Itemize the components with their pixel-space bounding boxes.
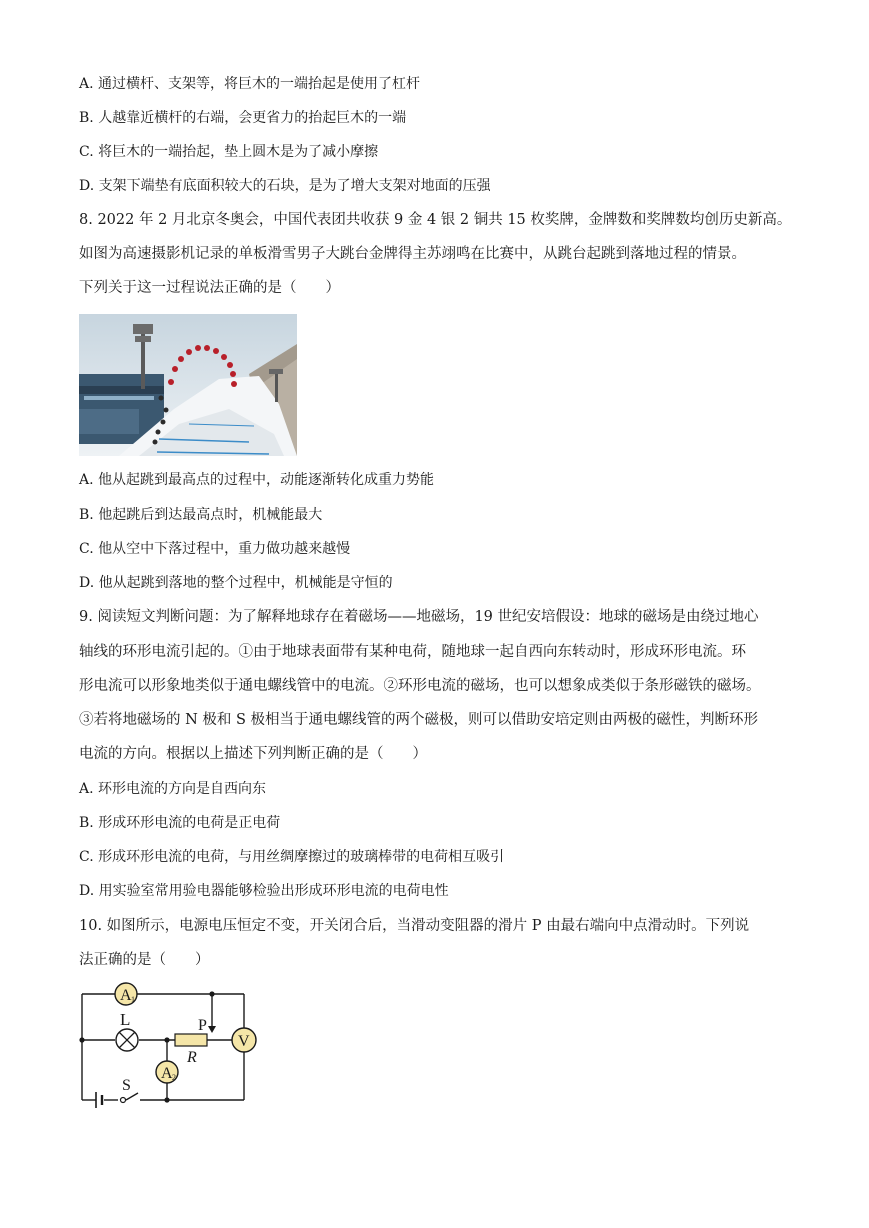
q9-option-b: B. 形成环形电流的电荷是正电荷 <box>79 815 281 831</box>
q7-option-c: C. 将巨木的一端抬起，垫上圆木是为了减小摩擦 <box>79 144 379 160</box>
q8-stem-line: 8. 2022 年 2 月北京冬奥会，中国代表团共收获 9 金 4 银 2 铜共 15 枚奖牌，金牌数和奖牌数均创历史新高。 <box>79 212 792 228</box>
q8-stem-line: 下列关于这一过程说法正确的是（ ） <box>79 280 340 296</box>
q8-option-a: A. 他从起跳到最高点的过程中，动能逐渐转化成重力势能 <box>79 472 435 488</box>
resistor-label: R <box>187 1049 197 1066</box>
voltmeter-label: V <box>238 1033 250 1050</box>
ammeter-a2-subscript: 2 <box>172 1073 176 1082</box>
q7-option-a: A. 通过横杆、支架等，将巨木的一端抬起是使用了杠杆 <box>79 76 421 92</box>
ammeter-a1-subscript: 1 <box>131 995 135 1004</box>
q8-option-c: C. 他从空中下落过程中，重力做功越来越慢 <box>79 541 351 557</box>
q7-option-d: D. 支架下端垫有底面积较大的石块，是为了增大支架对地面的压强 <box>79 178 491 194</box>
q9-option-a: A. 环形电流的方向是自西向东 <box>79 781 267 797</box>
q7-option-b: B. 人越靠近横杆的右端，会更省力的抬起巨木的一端 <box>79 110 407 126</box>
q9-stem-line: 9. 阅读短文判断问题：为了解释地球存在着磁场——地磁场，19 世纪安培假设：地球的磁场是由绕过地心 <box>79 609 759 625</box>
q8-option-d: D. 他从起跳到落地的整个过程中，机械能是守恒的 <box>79 575 393 591</box>
q9-option-d: D. 用实验室常用验电器能够检验出形成环形电流的电荷电性 <box>79 883 449 899</box>
slider-label: P <box>198 1017 207 1034</box>
circuit-diagram <box>72 982 262 1110</box>
switch-label: S <box>122 1077 131 1094</box>
ammeter-a2-label: A <box>161 1065 173 1082</box>
q9-stem-line: ③若将地磁场的 N 极和 S 极相当于通电螺线管的两个磁极，则可以借助安培定则由两极的磁性，判断环形 <box>79 712 759 728</box>
q10-stem-line: 法正确的是（ ） <box>79 952 210 968</box>
q9-stem-line: 轴线的环形电流引起的。①由于地球表面带有某种电荷，随地球一起自西向东转动时，形成环形电流。环 <box>79 644 746 660</box>
snowboard-jump-photo <box>79 314 297 456</box>
q9-stem-line: 电流的方向。根据以上描述下列判断正确的是（ ） <box>79 746 427 762</box>
q9-stem-line: 形电流可以形象地类似于通电螺线管中的电流。②环形电流的磁场，也可以想象成类似于条形磁铁的磁场。 <box>79 678 761 694</box>
lamp-label: L <box>120 1010 131 1029</box>
q8-option-b: B. 他起跳后到达最高点时，机械能最大 <box>79 507 323 523</box>
q10-stem-line: 10. 如图所示，电源电压恒定不变，开关闭合后，当滑动变阻器的滑片 P 由最右端向中点滑动时。下列说 <box>79 918 750 934</box>
q9-option-c: C. 形成环形电流的电荷，与用丝绸摩擦过的玻璃棒带的电荷相互吸引 <box>79 849 505 865</box>
ammeter-a1-label: A <box>120 987 132 1004</box>
q8-stem-line: 如图为高速摄影机记录的单板滑雪男子大跳台金牌得主苏翊鸣在比赛中，从跳台起跳到落地过程的情景。 <box>79 246 746 262</box>
